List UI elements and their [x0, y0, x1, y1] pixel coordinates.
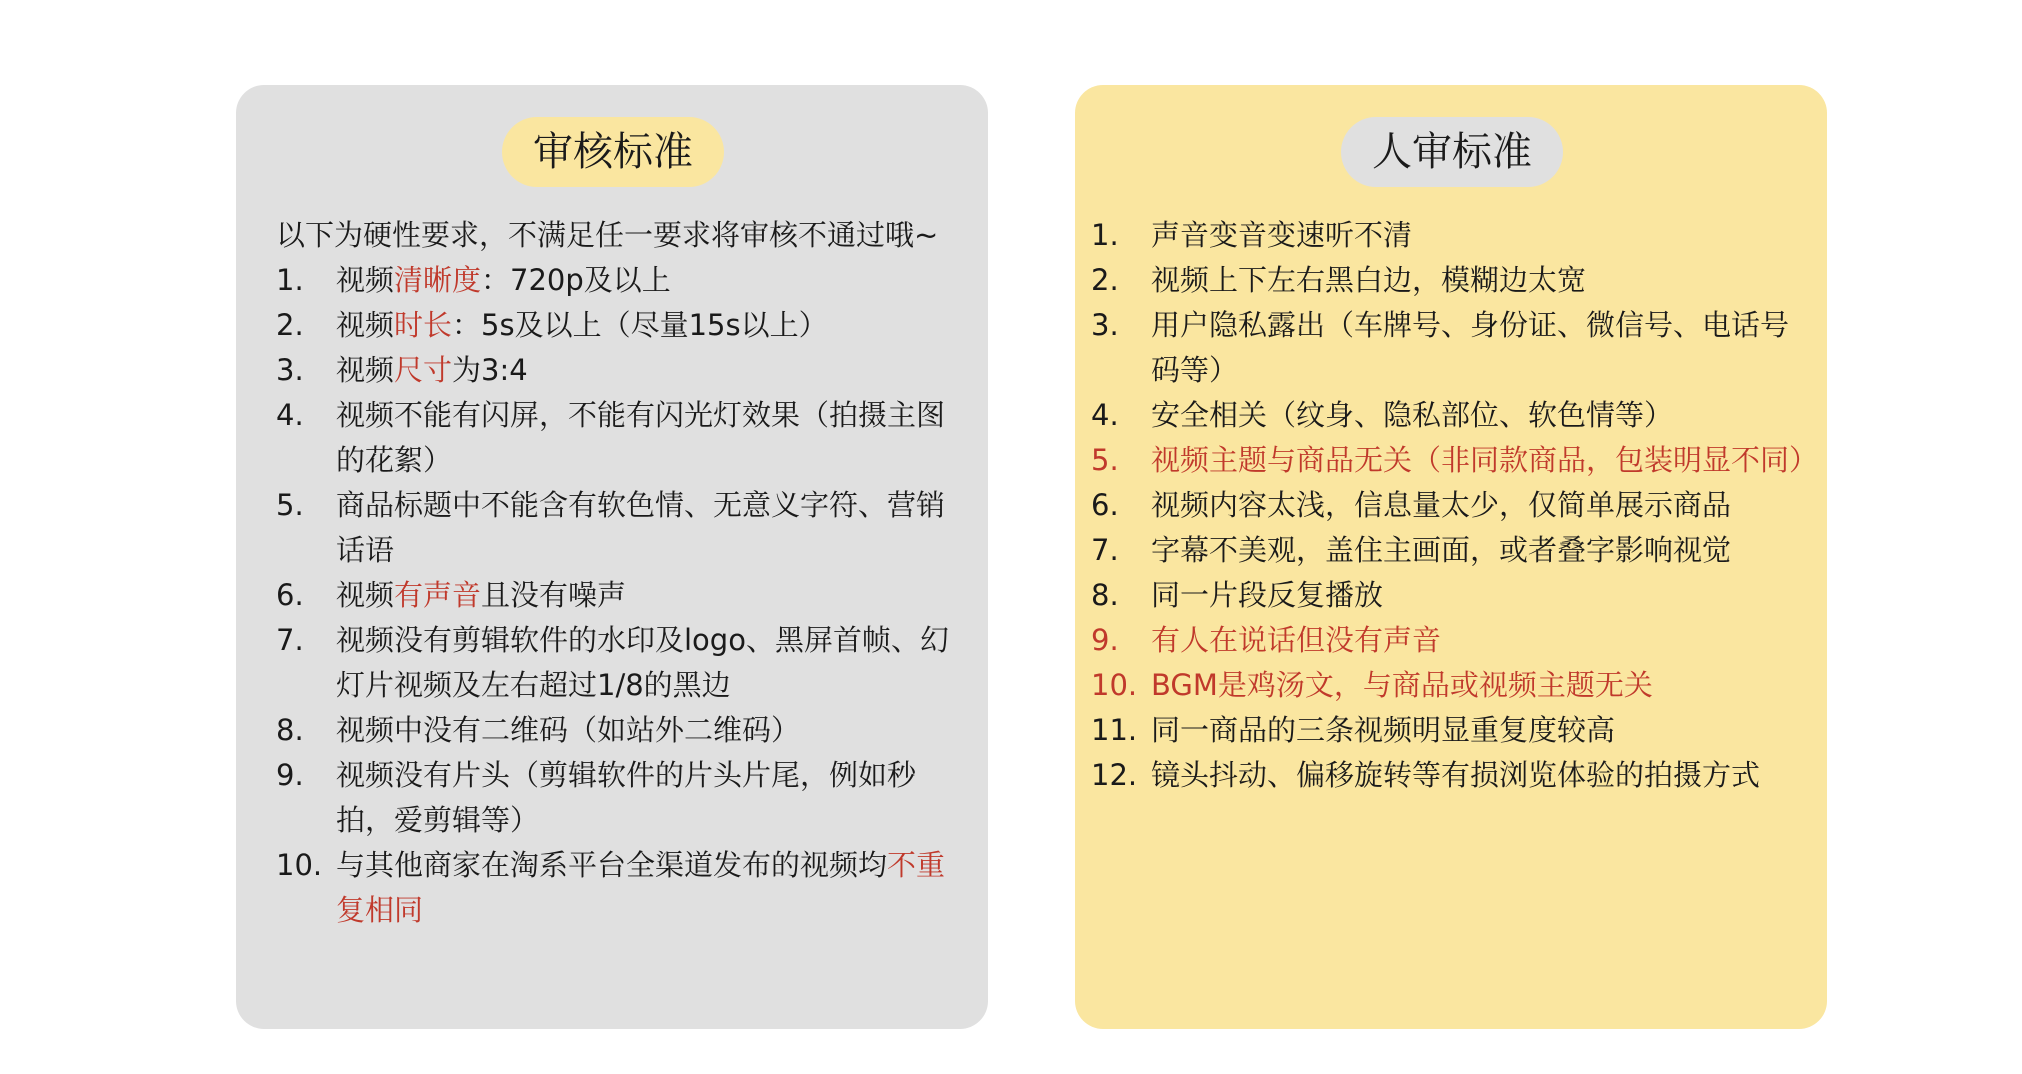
- review-standards-list: [276, 258, 962, 933]
- review-standards-title: 审核标准: [502, 117, 724, 187]
- item-text: 视频中没有二维码（如站外二维码）: [336, 713, 801, 747]
- item-number: 12.: [1091, 758, 1138, 792]
- item-number: 1.: [276, 263, 304, 297]
- item-number: 5.: [276, 488, 304, 522]
- item-text: 视频内容太浅，信息量太少，仅简单展示商品: [1151, 488, 1732, 522]
- item-number: 7.: [1091, 533, 1119, 567]
- item-number: 3.: [276, 353, 304, 387]
- list-item: [1091, 573, 1805, 618]
- list-item: [1091, 438, 1819, 483]
- list-item: [276, 348, 962, 393]
- item-number: 8.: [276, 713, 304, 747]
- item-text: 字幕不美观，盖住主画面，或者叠字影响视觉: [1151, 533, 1732, 567]
- item-text: 视频不能有闪屏，不能有闪光灯效果（拍摄主图的花絮）: [336, 398, 946, 477]
- item-text: ：5s及以上（尽量15s以上）: [452, 308, 828, 342]
- item-number: 2.: [276, 308, 304, 342]
- item-text: 与其他商家在淘系平台全渠道发布的视频均: [336, 848, 888, 882]
- item-number: 7.: [276, 623, 304, 657]
- item-number: 9.: [1091, 623, 1119, 657]
- item-text: 同一片段反复播放: [1151, 578, 1384, 612]
- item-text: 声音变音变速听不清: [1151, 218, 1413, 252]
- item-text: 视频: [336, 578, 395, 612]
- item-number: 3.: [1091, 308, 1119, 342]
- list-item: [1091, 258, 1805, 303]
- list-item: [276, 843, 962, 933]
- item-number: 10.: [276, 848, 323, 882]
- list-item: [276, 258, 962, 303]
- review-standards-panel: [236, 85, 988, 1029]
- item-text: 视频: [336, 353, 395, 387]
- item-text: 镜头抖动、偏移旋转等有损浏览体验的拍摄方式: [1151, 758, 1761, 792]
- item-number: 8.: [1091, 578, 1119, 612]
- list-item: [1091, 663, 1805, 708]
- item-number: 11.: [1091, 713, 1138, 747]
- item-text: 视频没有片头（剪辑软件的片头片尾，例如秒拍，爱剪辑等）: [336, 758, 917, 837]
- review-standards-content: [276, 213, 962, 933]
- item-text: 同一商品的三条视频明显重复度较高: [1151, 713, 1616, 747]
- list-item: [1091, 528, 1805, 573]
- item-number: 4.: [276, 398, 304, 432]
- item-text: 且没有噪声: [481, 578, 627, 612]
- item-text: 视频主题与商品无关（非同款商品，包装明显不同）: [1151, 443, 1819, 477]
- item-number: 6.: [1091, 488, 1119, 522]
- list-item: [276, 573, 962, 618]
- highlight-text: 清晰度: [394, 263, 482, 297]
- manual-review-list: [1091, 213, 1819, 798]
- item-text: 为3:4: [452, 353, 528, 387]
- item-number: 9.: [276, 758, 304, 792]
- list-item: [276, 393, 962, 483]
- item-text: ：720p及以上: [481, 263, 671, 297]
- item-number: 6.: [276, 578, 304, 612]
- list-item: [1091, 303, 1805, 393]
- list-item: [276, 708, 962, 753]
- list-item: [1091, 708, 1805, 753]
- list-item: [1091, 393, 1805, 438]
- item-text: 有人在说话但没有声音: [1151, 623, 1442, 657]
- item-text: 视频: [336, 308, 395, 342]
- manual-review-content: [1091, 213, 1819, 798]
- list-item: [276, 618, 962, 708]
- highlight-text: 不重复相同: [336, 848, 946, 927]
- item-number: 5.: [1091, 443, 1119, 477]
- item-text: 视频没有剪辑软件的水印及logo、黑屏首帧、幻灯片视频及左右超过1/8的黑边: [336, 623, 949, 702]
- item-text: BGM是鸡汤文，与商品或视频主题无关: [1151, 668, 1653, 702]
- item-text: 商品标题中不能含有软色情、无意义字符、营销话语: [336, 488, 946, 567]
- item-number: 1.: [1091, 218, 1119, 252]
- item-number: 10.: [1091, 668, 1138, 702]
- item-text: 视频: [336, 263, 395, 297]
- list-item: [276, 753, 962, 843]
- list-item: [1091, 213, 1805, 258]
- list-item: [1091, 753, 1805, 798]
- item-number: 2.: [1091, 263, 1119, 297]
- manual-review-title: 人审标准: [1341, 117, 1563, 187]
- item-text: 视频上下左右黑白边，模糊边太宽: [1151, 263, 1587, 297]
- highlight-text: 尺寸: [394, 353, 453, 387]
- list-item: [1091, 483, 1805, 528]
- list-item: [1091, 618, 1805, 663]
- highlight-text: 时长: [394, 308, 453, 342]
- list-item: [276, 483, 962, 573]
- item-text: 安全相关（纹身、隐私部位、软色情等）: [1151, 398, 1674, 432]
- manual-review-panel: [1075, 85, 1827, 1029]
- list-item: [276, 303, 962, 348]
- item-text: 用户隐私露出（车牌号、身份证、微信号、电话号码等）: [1151, 308, 1790, 387]
- review-standards-intro: 以下为硬性要求，不满足任一要求将审核不通过哦~: [276, 218, 939, 252]
- highlight-text: 有声音: [394, 578, 482, 612]
- item-number: 4.: [1091, 398, 1119, 432]
